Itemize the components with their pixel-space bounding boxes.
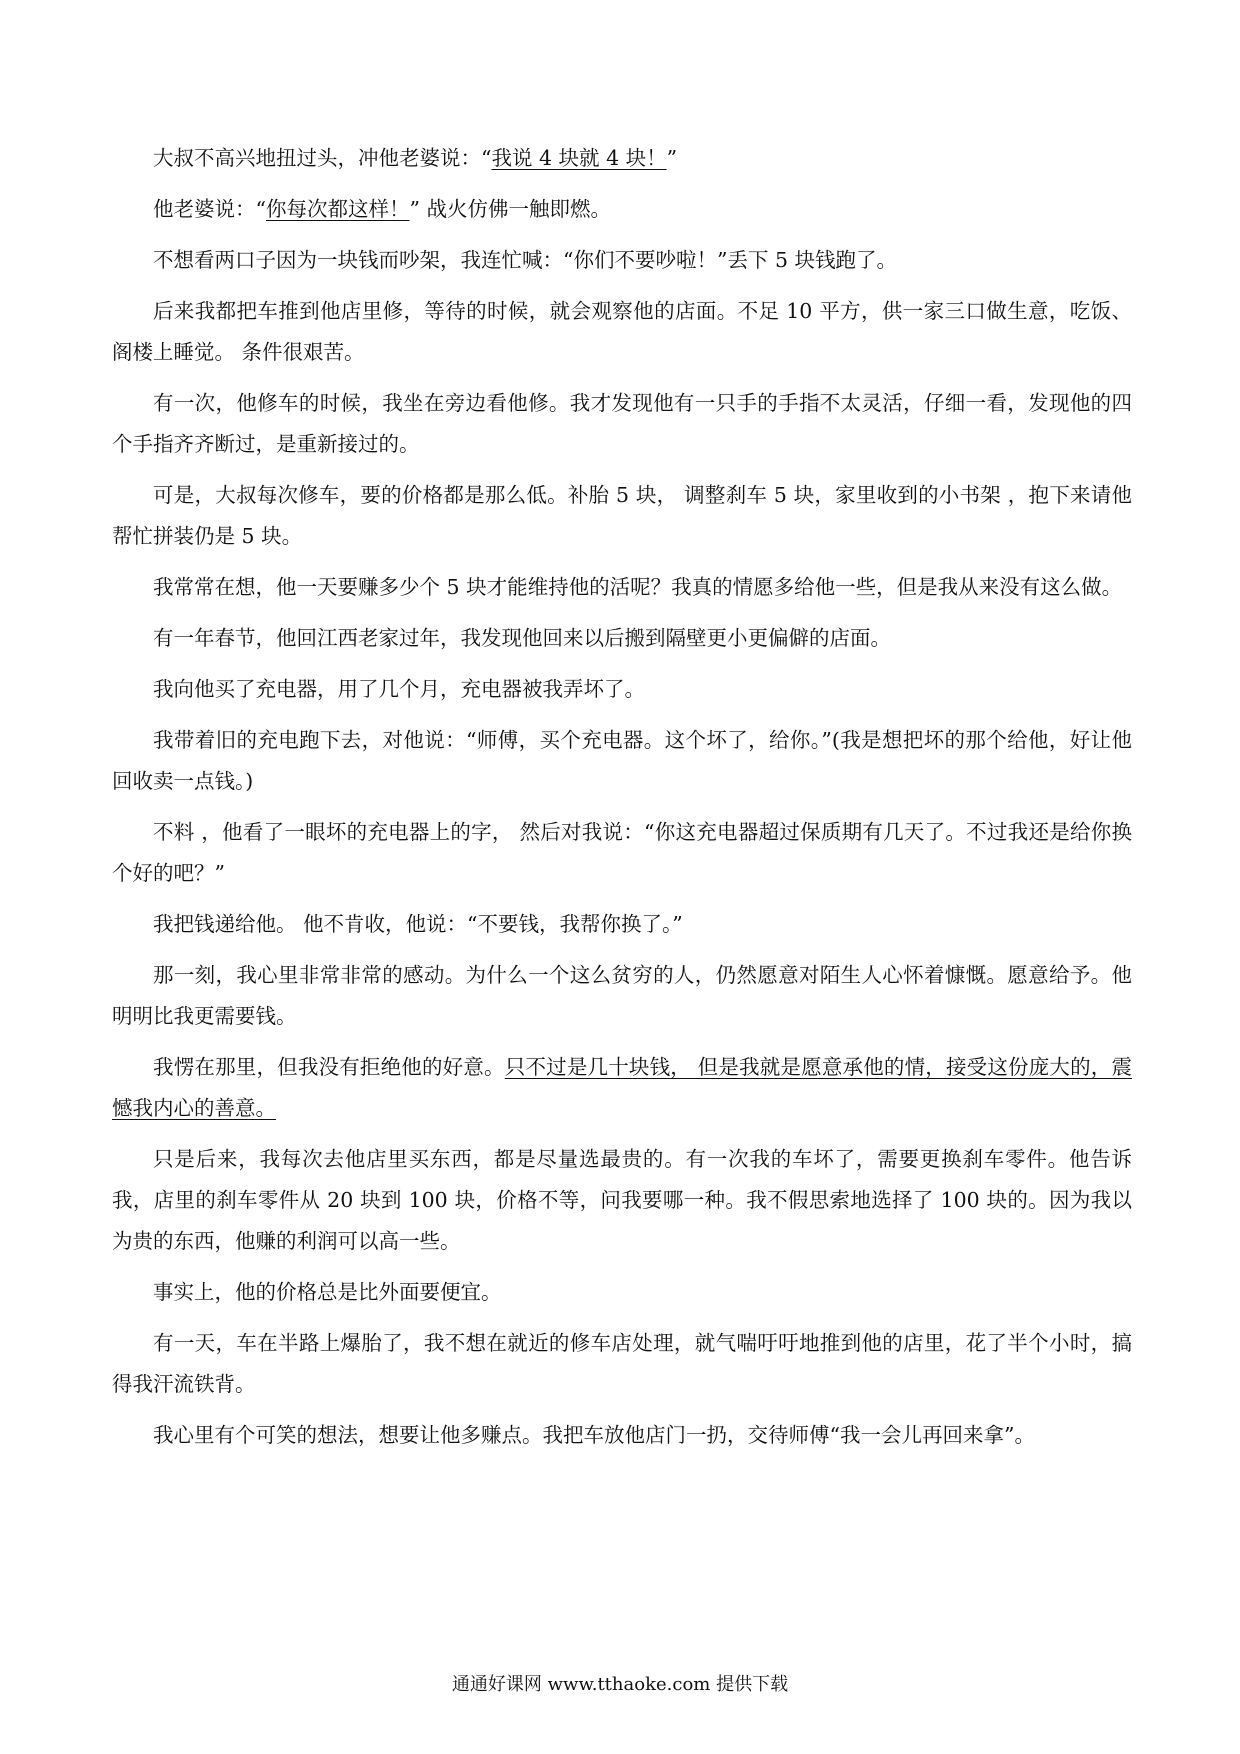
paragraph: [112, 1047, 1132, 1129]
paragraph-text-before: 大叔不高兴地扭过头，冲他老婆说：“: [153, 146, 492, 170]
paragraph: 我把钱递给他。 他不肯收，他说：“不要钱，我帮你换了。”: [153, 912, 683, 936]
page-footer: 通通好课网 www.tthaoke.com 提供下载: [451, 1674, 789, 1695]
paragraph: 有一次，他修车的时候，我坐在旁边看他修。我才发现他有一只手的手指不太灵活，仔细一看，发现他的四个手指齐齐断过，是重新接过的。: [112, 391, 1132, 456]
paragraph: 我向他买了充电器，用了几个月，充电器被我弄坏了。: [153, 677, 645, 701]
paragraph: 我心里有个可笑的想法，想要让他多赚点。我把车放他店门一扔，交待师傅“我一会儿再回来拿”。: [153, 1423, 1035, 1447]
paragraph: 事实上，他的价格总是比外面要便宜。: [153, 1280, 502, 1304]
underlined-sentence: 只不过是几十块钱， 但是我就是愿意承他的情，接受这份庞大的，震憾我内心的善意。: [112, 1055, 1132, 1120]
paragraph: 不想看两口子因为一块钱而吵架，我连忙喊：“你们不要吵啦！”丢下 5 块钱跑了。: [153, 248, 898, 272]
paragraph: 可是，大叔每次修车，要的价格都是那么低。补胎 5 块， 调整刹车 5 块，家里收到的小书架 ，抱下来请他帮忙拼装仍是 5 块。: [112, 483, 1132, 548]
article-body: [112, 138, 1132, 1466]
underlined-quote: 我说 4 块就 4 块！: [491, 146, 667, 170]
paragraph: 后来我都把车推到他店里修，等待的时候，就会观察他的店面。不足 10 平方，供一家三口做生意，吃饭、阁楼上睡觉。 条件很艰苦。: [112, 299, 1132, 364]
underlined-quote: 你每次都这样！: [265, 197, 410, 221]
paragraph: [112, 138, 1132, 179]
paragraph: 我带着旧的充电跑下去，对他说：“师傅，买个充电器。这个坏了，给你。”(我是想把坏的那个给他，好让他回收卖一点钱。): [112, 728, 1132, 793]
paragraph-text-after: ”: [666, 146, 678, 170]
paragraph-text-before: 我愣在那里，但我没有拒绝他的好意。: [153, 1055, 505, 1079]
paragraph: 只是后来，我每次去他店里买东西，都是尽量选最贵的。有一次我的车坏了，需要更换刹车零件。他告诉我，店里的刹车零件从 20 块到 100 块，价格不等，问我要哪一种。我不假思索地选择了 100 块的。因为我以为贵的东西，他赚的利润可以高一些。: [112, 1147, 1132, 1253]
paragraph: 我常常在想，他一天要赚多少个 5 块才能维持他的活呢？我真的情愿多给他一些，但是我从来没有这么做。: [153, 575, 1123, 599]
paragraph-text-after: ” 战火仿佛一触即燃。: [409, 197, 611, 221]
paragraph-text-before: 他老婆说：“: [153, 197, 266, 221]
paragraph: 有一年春节，他回江西老家过年，我发现他回来以后搬到隔壁更小更偏僻的店面。: [153, 626, 891, 650]
paragraph: 有一天，车在半路上爆胎了，我不想在就近的修车店处理，就气喘吁吁地推到他的店里，花了半个小时，搞得我汗流铁背。: [112, 1331, 1132, 1396]
paragraph: [112, 189, 1132, 230]
paragraph: 那一刻，我心里非常非常的感动。为什么一个这么贫穷的人，仍然愿意对陌生人心怀着慷慨。愿意给予。他明明比我更需要钱。: [112, 963, 1132, 1028]
paragraph: 不料 ，他看了一眼坏的充电器上的字， 然后对我说：“你这充电器超过保质期有几天了。不过我还是给你换个好的吧？”: [112, 820, 1132, 885]
